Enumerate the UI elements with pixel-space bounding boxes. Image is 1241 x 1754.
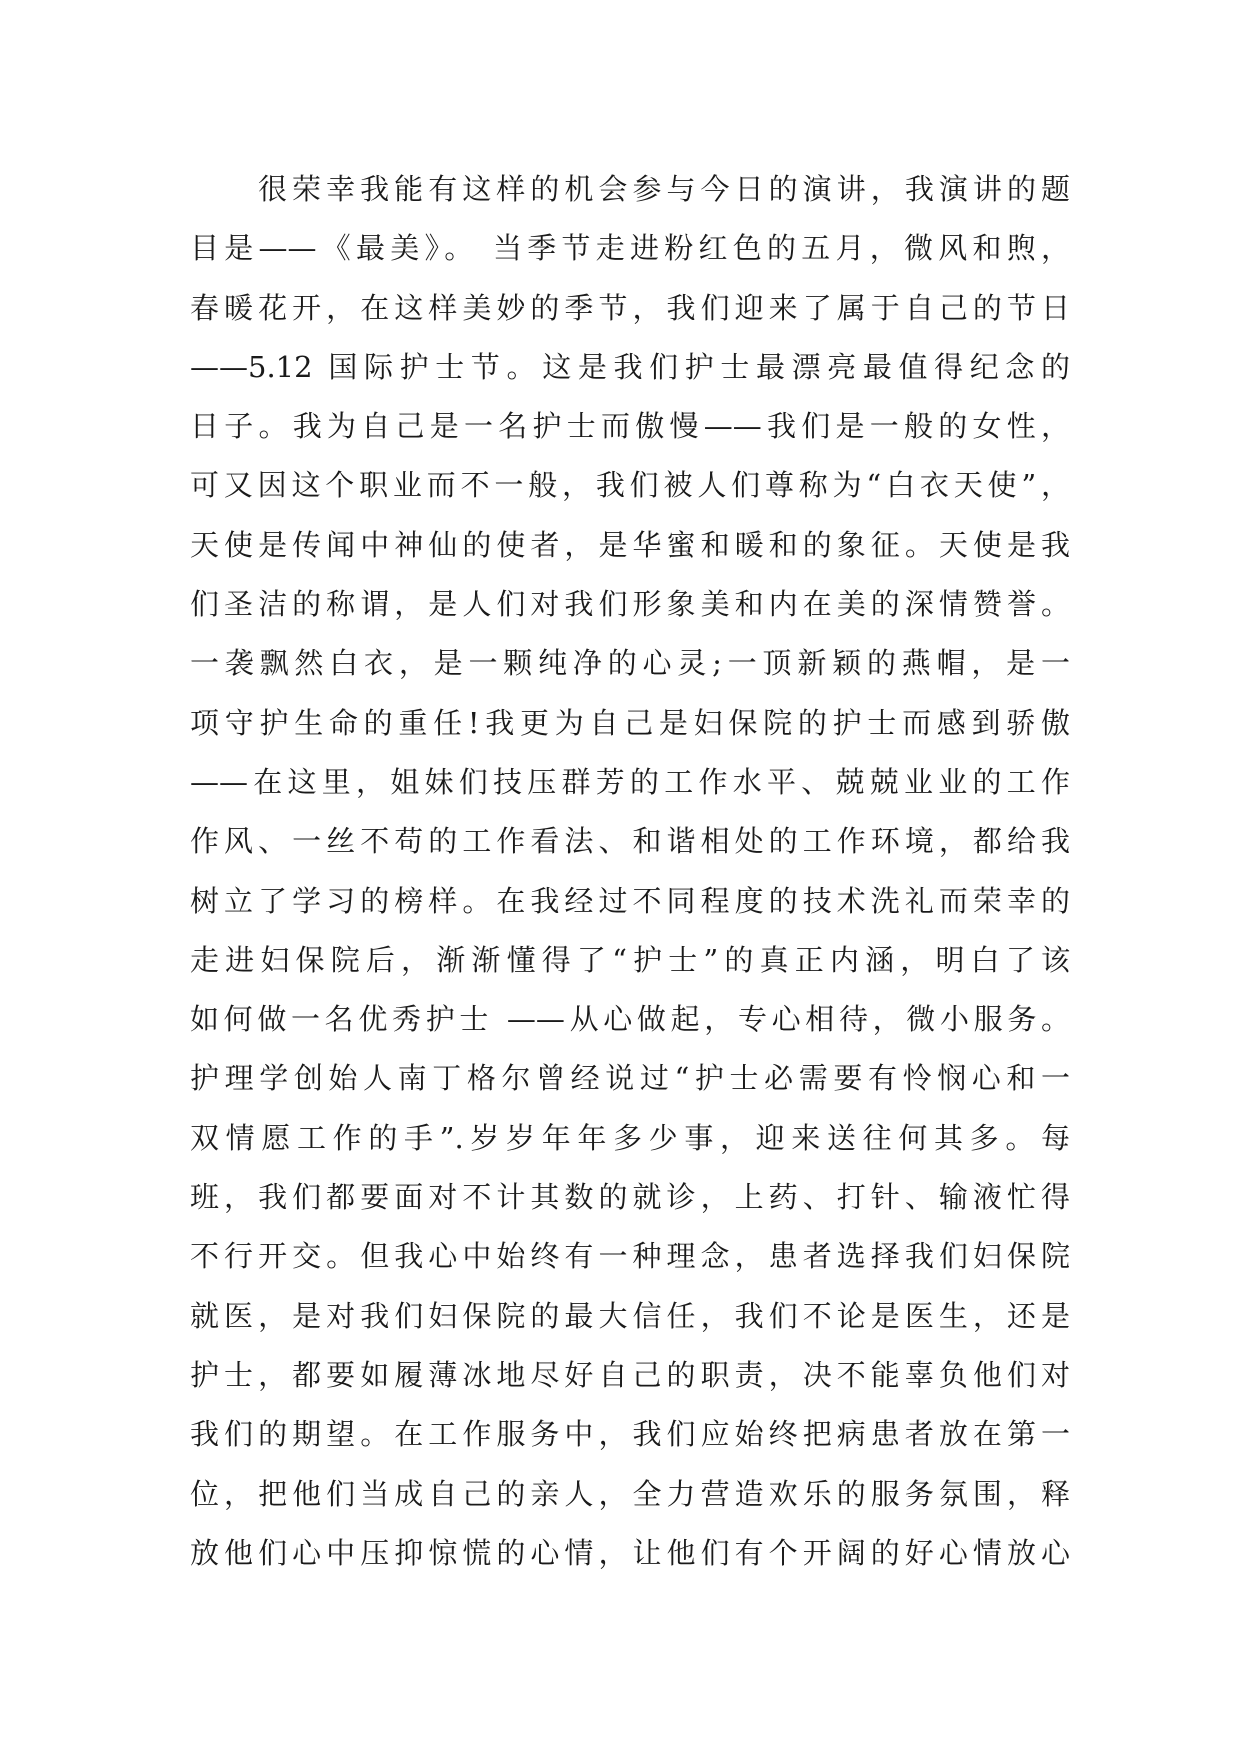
text-line-7: 天使是传闻中神仙的使者，是华蜜和暖和的象征。天使是我 bbox=[190, 527, 1070, 562]
text-line-2: 目是——《最美》。 当季节走进粉红色的五月，微风和煦， bbox=[190, 231, 1070, 266]
text-line-3: 春暖花开，在这样美妙的季节，我们迎来了属于自己的节日 bbox=[190, 290, 1070, 325]
text-line-13: 树立了学习的榜样。在我经过不同程度的技术洗礼而荣幸的 bbox=[190, 883, 1070, 918]
text-line-17: 双情愿工作的手”.岁岁年年多少事，迎来送往何其多。每 bbox=[190, 1120, 1070, 1155]
text-line-21: 护士，都要如履薄冰地尽好自己的职责，决不能辜负他们对 bbox=[190, 1357, 1070, 1392]
text-line-12: 作风、一丝不苟的工作看法、和谐相处的工作环境，都给我 bbox=[190, 824, 1070, 859]
text-line-15: 如何做一名优秀护士 ——从心做起，专心相待，微小服务。 bbox=[190, 1002, 1070, 1037]
text-line-24: 放他们心中压抑惊慌的心情，让他们有个开阔的好心情放心 bbox=[190, 1535, 1070, 1570]
text-line-18: 班，我们都要面对不计其数的就诊，上药、打针、输液忙得 bbox=[190, 1180, 1070, 1215]
text-line-22: 我们的期望。在工作服务中，我们应始终把病患者放在第一 bbox=[190, 1417, 1070, 1452]
text-line-9: 一袭飘然白衣，是一颗纯净的心灵;一顶新颖的燕帽，是一 bbox=[190, 646, 1070, 681]
text-line-6: 可又因这个职业而不一般，我们被人们尊称为“白衣天使”， bbox=[190, 468, 1070, 503]
text-line-1: 很荣幸我能有这样的机会参与今日的演讲，我演讲的题 bbox=[258, 172, 1070, 206]
text-line-16: 护理学创始人南丁格尔曾经说过“护士必需要有怜悯心和一 bbox=[190, 1061, 1070, 1096]
text-line-8: 们圣洁的称谓，是人们对我们形象美和内在美的深情赞誉。 bbox=[190, 587, 1070, 622]
text-line-4: ——5.12 国际护士节。这是我们护士最漂亮最值得纪念的 bbox=[190, 349, 1070, 384]
text-line-20: 就医，是对我们妇保院的最大信任，我们不论是医生，还是 bbox=[190, 1298, 1070, 1333]
text-line-10: 项守护生命的重任!我更为自己是妇保院的护士而感到骄傲 bbox=[190, 705, 1070, 740]
speech-text-block bbox=[190, 160, 1070, 1583]
text-line-5: 日子。我为自己是一名护士而傲慢——我们是一般的女性， bbox=[190, 409, 1070, 444]
text-line-19: 不行开交。但我心中始终有一种理念，患者选择我们妇保院 bbox=[190, 1239, 1070, 1274]
text-line-14: 走进妇保院后，渐渐懂得了“护士”的真正内涵，明白了该 bbox=[190, 942, 1070, 977]
text-line-23: 位，把他们当成自己的亲人，全力营造欢乐的服务氛围，释 bbox=[190, 1476, 1070, 1511]
text-line-11: ——在这里，姐妹们技压群芳的工作水平、兢兢业业的工作 bbox=[190, 764, 1070, 799]
